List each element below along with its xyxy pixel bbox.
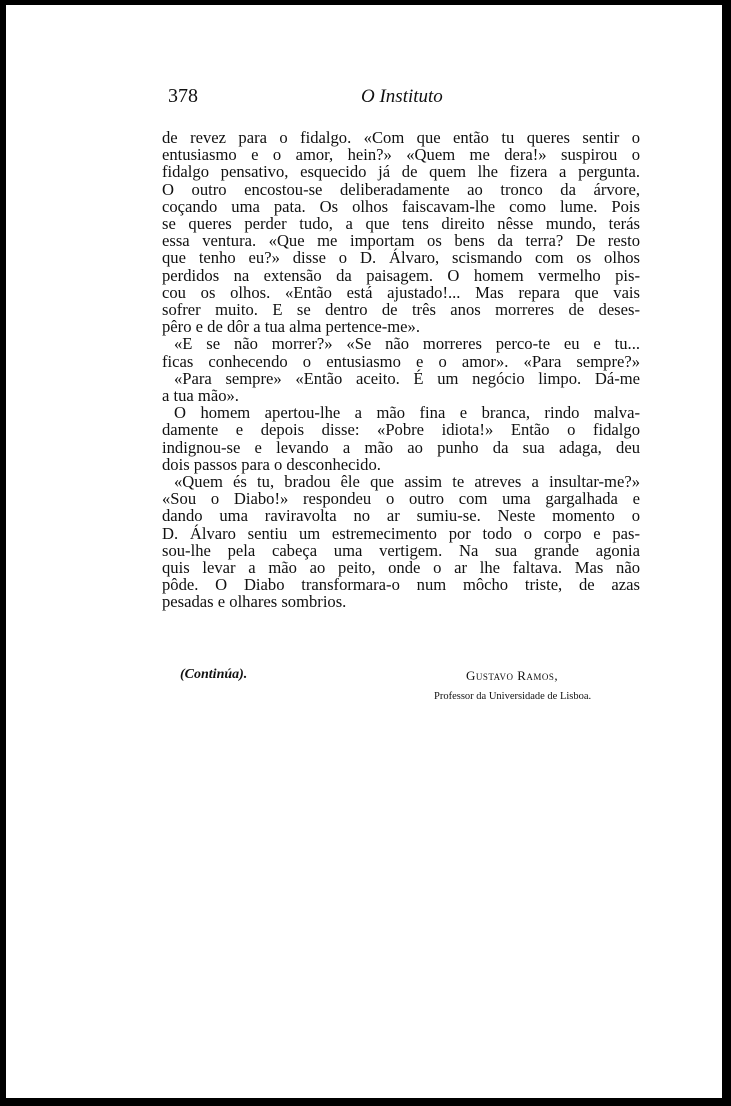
text-line: D. Álvaro sentiu um estremecimento por todo o corpo e pas- <box>162 523 640 543</box>
text-line: coçando uma pata. Os olhos faiscavam-lhe como lume. Pois <box>162 196 640 216</box>
text-line: «Sou o Diabo!» respondeu o outro com uma gargalhada e <box>162 489 640 509</box>
running-title: O Instituto <box>361 86 443 107</box>
text-line: damente e depois disse: «Pobre idiota!» Então o fidalgo <box>162 420 640 440</box>
text-line: O homem apertou-lhe a mão fina e branca, rindo malva- <box>174 403 640 423</box>
text-line: ficas conhecendo o entusiasmo e o amor». «Para sempre?» <box>162 351 640 371</box>
text-line: essa ventura. «Que me importam os bens da terra? De resto <box>162 231 640 251</box>
scanned-page <box>6 5 722 1098</box>
text-line: de revez para o fidalgo. «Com que então tu queres sentir o <box>162 128 640 147</box>
text-line: O outro encostou-se deliberadamente ao tronco da árvore, <box>162 179 640 199</box>
page-number: 378 <box>168 85 198 107</box>
text-line: pôde. O Diabo transformara-o num môcho triste, de azas <box>162 575 640 595</box>
text-line: perdidos na extensão da paisagem. O homem vermelho pis- <box>162 265 640 285</box>
text-line: dois passos para o desconhecido. <box>162 454 381 474</box>
author-affiliation: Professor da Universidade de Lisboa. <box>434 691 592 702</box>
text-line: pêro e de dôr a tua alma pertence-me». <box>162 317 420 337</box>
text-line: pesadas e olhares sombrios. <box>162 592 347 612</box>
text-line: fidalgo pensativo, esquecido já de quem lhe fizera a pergunta. <box>162 162 640 182</box>
text-line: se queres perder tudo, a que tens direito nêsse mundo, terás <box>162 214 640 234</box>
text-line: dando uma raviravolta no ar sumiu-se. Neste momento o <box>162 506 640 526</box>
text-line: «E se não morrer?» «Se não morreres perco-te eu e tu... <box>174 334 640 354</box>
text-line: «Quem és tu, bradou êle que assim te atreves a insultar-me?» <box>174 472 640 492</box>
author-signature: Gustavo Ramos, <box>466 668 559 683</box>
text-line: indignou-se e levando a mão ao punho da sua adaga, deu <box>162 437 640 457</box>
continuation-note: (Continúa). <box>180 667 248 682</box>
text-line: cou os olhos. «Então está ajustado!... Mas repara que vais <box>162 282 640 302</box>
text-line: sofrer muito. E se dentro de três anos morreres de deses- <box>162 300 640 320</box>
text-line: sou-lhe pela cabeça uma vertigem. Na sua grande agonia <box>162 540 640 560</box>
page-header <box>168 85 646 109</box>
text-line: «Para sempre» «Então aceito. É um negócio limpo. Dá-me <box>174 368 640 388</box>
text-line: entusiasmo e o amor, hein?» «Quem me dera!» suspirou o <box>162 145 640 165</box>
text-line: a tua mão». <box>162 386 239 406</box>
article-body <box>162 129 640 611</box>
text-line: quis levar a mão ao peito, onde o ar lhe faltava. Mas não <box>162 558 640 578</box>
text-line: que tenho eu?» disse o D. Álvaro, scismando com os olhos <box>162 248 640 268</box>
